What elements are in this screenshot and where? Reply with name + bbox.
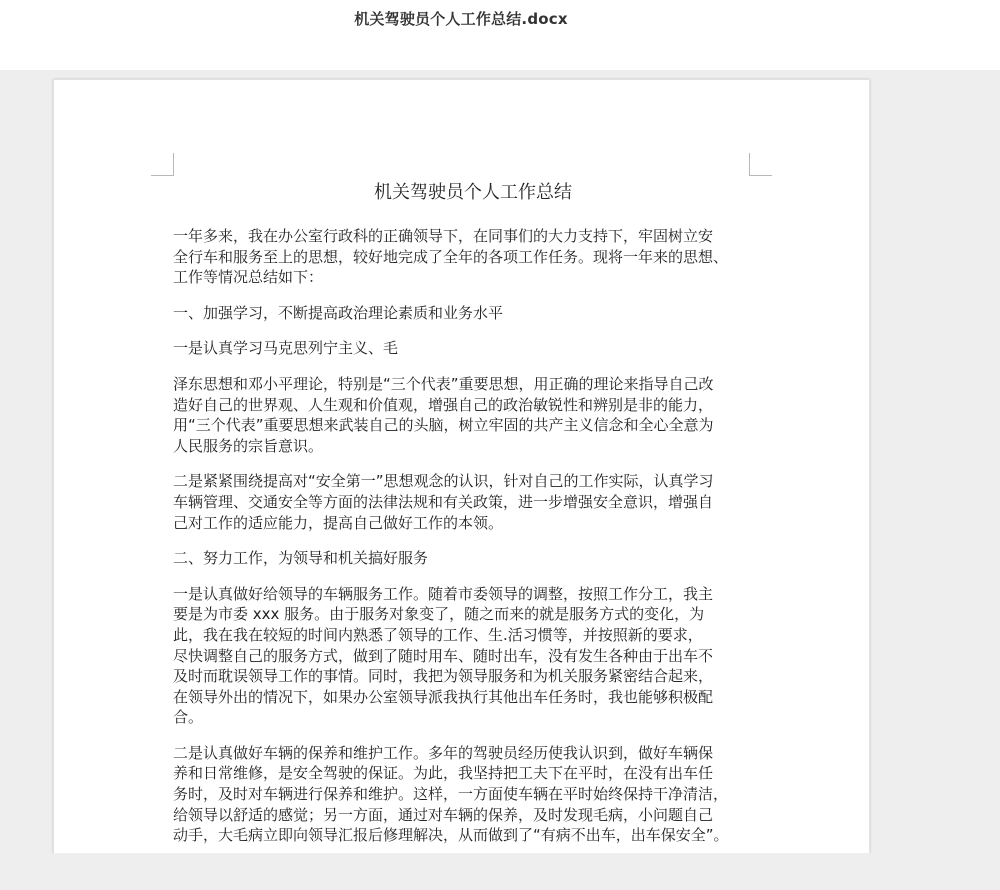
document-body[interactable] <box>173 180 761 861</box>
bottom-bar <box>0 853 1000 890</box>
section-heading-2: 二、努力工作，为领导和机关搞好服务 <box>173 549 429 568</box>
paragraph: 一是认真学习马克思列宁主义、毛 <box>173 339 399 358</box>
document-filename: 机关驾驶员个人工作总结.docx <box>354 10 568 28</box>
document-page[interactable] <box>53 79 870 890</box>
title-bar <box>0 0 1000 70</box>
section-heading-1: 一、加强学习，不断提高政治理论素质和业务水平 <box>173 303 504 322</box>
paragraph: 二是认真做好车辆的保养和维护工作。多年的驾驶员经历使我认识到，做好车辆保 养和日常维修，是安全驾驶的保证。为此，我坚持把工夫下在平时，在没有出车任 务时，及时对车辆进行保养和维护。这样，一方面使车辆在平时始终保持干净清洁， 给领导以舒适的感觉；另一方面，通过对车辆的保养，及时发现毛病，小问题自己 动手，大毛病立即向领导汇报后修理解决，从而做到了“有病不出车，出车保安全”。 <box>173 743 729 845</box>
paragraph-intro: 一年多来，我在办公室行政科的正确领导下，在同事们的大力支持下，牢固树立安 全行车和服务至上的思想，较好地完成了全年的各项工作任务。现将一年来的思想、 工作等情况总结如下： <box>173 227 729 287</box>
margin-marker-top-left <box>151 153 174 176</box>
paragraph: 二是紧紧围绕提高对“安全第一”思想观念的认识，针对自己的工作实际，认真学习 车辆管理、交通安全等方面的法律法规和有关政策，进一步增强安全意识，增强自 己对工作的适应能力，提高自己做好工作的本领。 <box>173 472 714 532</box>
document-canvas[interactable] <box>0 70 1000 890</box>
paragraph: 泽东思想和邓小平理论，特别是“三个代表”重要思想，用正确的理论来指导自己改 造好自己的世界观、人生观和价值观，增强自己的政治敏锐性和辨别是非的能力， 用“三个代表”重要思想来武装自己的头脑，树立牢固的共产主义信念和全心全意为 人民服务的宗旨意识。 <box>173 374 714 455</box>
paragraph: 一是认真做好给领导的车辆服务工作。随着市委领导的调整，按照工作分工，我主 要是为市委 xxx 服务。由于服务对象变了，随之而来的就是服务方式的变化，为 此，我在我在较短的时间内熟悉了领导的工作、生.活习惯等，并按照新的要求， 尽快调整自己的服务方式，做到了随时用车、随时出车，没有发生各种由于出车不 及时而耽误领导工作的事情。同时，我把为领导服务和为机关服务紧密结合起来， 在领导外出的情况下，如果办公室领导派我执行其他出车任务时，我也能够积极配 合。 <box>173 584 714 727</box>
document-heading: 机关驾驶员个人工作总结 <box>374 182 572 203</box>
margin-marker-top-right <box>749 153 772 176</box>
